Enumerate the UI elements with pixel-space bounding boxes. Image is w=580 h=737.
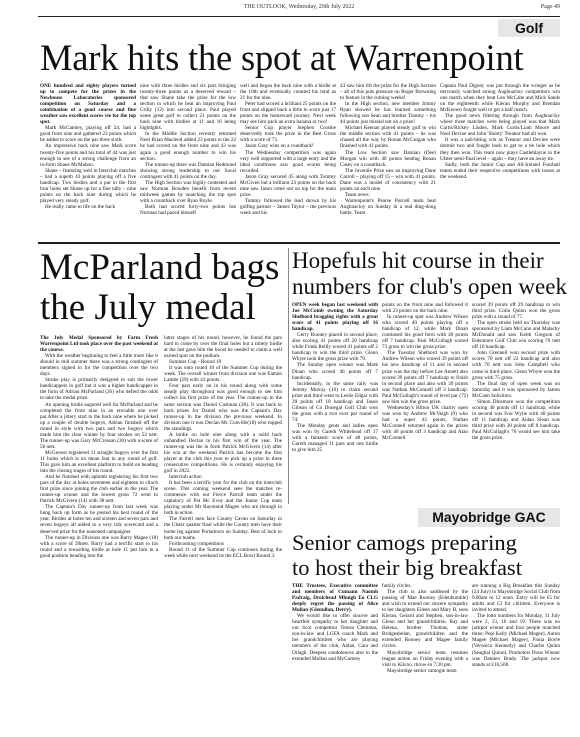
paragraph: John Grennell won second prize with scores 70 nett off 22 handicap and also with 70 nett was John Campbell who came in third place. Glenn Whyte won the gross with 75 gross. — [472, 350, 560, 381]
paragraph: OPEN week began last weekend with Joe McComb owning the Saturday Shelbord bragging rights with a great score of 41 points playing off 16 handicap. — [292, 302, 378, 333]
paragraph: Mark McCamley, playing off 24, had a good front nine and gathered 23 points which he added to score on the par three sixth. — [40, 125, 136, 144]
paragraph: Round 11 of the Summer Cup continues during the week while next weekend its the ECL Bowl Round 3. — [164, 546, 282, 559]
mayobridge-column-3 — [472, 583, 560, 737]
paragraph: well and began the back nine with a birdie at the 10th and eventually counted his total as 21 for the nine. — [240, 83, 336, 102]
paragraph: The runner-up there was Damian Redmond showing strong leadership to our Saval contingent with 41 points on the day. — [140, 161, 236, 180]
section-tab-golf: Golf — [498, 19, 560, 37]
headline-line: McParland bags — [40, 247, 280, 288]
paragraph: The Farrell men face County Cavan on Saturday in the Ulster quarter final while the County men have their home leg against Portadown on Sunday. Best of luck to both our teams. — [164, 516, 282, 541]
paragraph: The High Section was highly contested and saw Norman Bowden benefit from recent midweek games by snatching the top spot with a countback over Ryan Boyle. — [140, 179, 236, 204]
paragraph: Jason Gray wins on a countback! — [245, 143, 314, 150]
headline-openweek — [292, 248, 567, 300]
page-number: Page 49 — [540, 4, 560, 10]
paragraph: Mayobridge senior team resumes league action on Friday evening with a visit to Kilcoo, throw-in 7:30 pm. — [382, 649, 468, 668]
paragraph: The good news filtering through from Aughnacloy where three matches were being played was that Mark Curtis/Rickey Linden, Mark Curtis/Liam Moore and Noel Devine and John 'Shorty' Treanor had all won. — [440, 113, 560, 138]
paragraph: 43 saw him lift the prize for the High Section – all of this puts pressure on Roger Browning to feature in the coming weeks! — [340, 83, 436, 102]
paragraph: Both had scored forty-two points but Norman had paced himself — [140, 203, 236, 216]
paragraph: In the Middle Section recently returned Noel Brian Macleod added 23 points to the 22 he had scored on the front nine and 43 was again a good enough number to win his section. — [140, 131, 236, 162]
paragraph: are running a Big Breakfast this Sunday (24 July) in Mayobridge Social Club from 9.00am to 12 noon. Entry will be £5 for adults and £3 for children. Everyone is invited to attend. — [472, 583, 560, 614]
golf-column-2 — [140, 83, 236, 239]
header-rule — [38, 16, 560, 17]
paragraph: Interclub action — [169, 474, 202, 481]
paragraph: The Low Section saw Damian (Dee) Morgan win with 40 points beating Ronan Casey on a countback. — [340, 149, 436, 168]
paragraph: The Juvenile Prize saw an improving Dane Carroll – playing off 15 – win with 41 points. Dane was a model of consistency with 21 points on each nine. — [340, 167, 436, 192]
paragraph: We would like to offer sincere and heartfelt sympathy to her daughter and our Scór competitor Teresa Clemmas, son-in-law and LGFA coach Mark and her grandchildren who are playing members of the club, Aidan, Cara and Orlagh. Deepest condolences also to the extended Mullan and McCartney — [292, 613, 378, 662]
paragraph: Captain Paul Digney was put through the wringer as he nervously watched strong Aughnacloy competitors win one match when they beat Leo McCabe and Mick Sands on the eighteenth while Kieran Murphy and Brendan McKeown fought well to get a half match. — [440, 83, 560, 114]
paragraph: It was onto round 10 of the Summer Cup during the week. The overall winner from division one was Eamon Lambe (29) with 43 points. — [164, 365, 282, 384]
golf-column-5 — [440, 83, 560, 239]
paragraph: The open stroke held on Thursday was sponsored by Liam McCann and Malachy McDonald and saw Keith Gregson of Edenmore Golf Club win scoring 70 nett off 10 handicap. — [472, 320, 560, 351]
headline-line: numbers for club's open week — [292, 274, 567, 299]
paragraph: A birdie on hole nine along with a solid back unhandled Declan to his first win of the year. The runner-up was the in form Patrick McGivern (14) after his win at the weekend Patrick has become the first player at the club this year to pick up a prize in three consecutive competitions. He is certainly enjoying his golf in 2022. — [164, 431, 282, 475]
paragraph: points on the front nine and followed it with 23 points on the back nine. — [382, 302, 468, 315]
mayobridge-column-1 — [292, 583, 378, 737]
paragraph: Jason Gray secured 45 along with Tommy McGiven but a brilliant 23 points on the back nine saw Jason come out on top for the main prize. — [240, 173, 336, 198]
paragraph: In the High section, new member Jimmy Ryan showed he has learned something following son Sean and brother Tommy – his 44 points just missed out on a prize! — [340, 101, 436, 126]
paragraph: The runner-up in Division one was Barry Magee (18) with a score of 39nett. Barry had a terrific start to his round and a rewarding birdie at hole 11 put him in a good position heading into the — [40, 534, 158, 559]
paragraph: Four pars early on in his round along with some steady play throughout was good enough to see him collect his first prize of the year. The runner-up in the same section was Daniel Cushnan (28). It was back to back prizes for Daniel who was the Captain's Day runner-up in the division the previous weekend. In division one it was Declan Mc Conville(18) who topped the standings. — [164, 383, 282, 432]
paragraph: ONE hundred and eighty players turned up to compete for the prizes in the Newhouse Laboratories sponsored competition on Saturday and a combination of a good course and fine weather saw excellent scores vie for the top spot. — [40, 83, 136, 126]
openweek-column-2 — [382, 302, 468, 504]
headline-line: Hopefuls hit course in their — [292, 248, 544, 273]
paragraph: The Wednesday competition was again very well supported with a large entry and the ideal conditions saw good scores being recorded. — [240, 149, 336, 174]
headline-mayobridge — [292, 530, 522, 580]
paragraph: scored 39 points off 29 handicap to win third prize. Colin Quinn won the gross prize with a round of 77. — [472, 302, 560, 321]
golf-column-3 — [240, 83, 336, 239]
headline-line: the July medal — [40, 287, 256, 328]
paragraph: latter stages of his round, however, he found the pars hard to come by over the final holes but a timely birdie at the last gave him the boost he needed to claim a well earned spot on the podium. — [164, 335, 282, 360]
headline-line: to host their big breakfast — [292, 555, 522, 580]
paragraph: Mayobridge senior camogie team — [387, 667, 457, 674]
paragraph: family circles. — [382, 583, 412, 589]
divider-golf — [38, 242, 560, 244]
paragraph: With the weather beginning to feel a little more like it should in mid summer there was a strong contingent of members signed in for the competition over the two days. — [40, 353, 158, 378]
headline-mcparland — [40, 248, 279, 328]
running-header — [38, 3, 560, 15]
paragraph: Incidentally, in the same rally was Jeremy Murray (16) to claim second prize and third went to Leslie Edgar with 39 points off 10 handicap and Jason Gibson of Co Donegal Golf Club won the gross with a two over par round of 74. — [292, 380, 378, 423]
paragraph: The Sunday open winner was Mark Dinan who scored 40 points off 7 handicap. — [292, 362, 378, 381]
paragraph: And he finished with aplomb registering his first two pars of the day at holes seventeen and eighteen to clinch first prize since joining the club earlier in the year. The runner-up winner and the lowest gross 72 went to Patrick McGivern (14) with 38 nett. — [40, 474, 158, 505]
golf-column-4 — [340, 83, 436, 239]
paragraph: It has been a terrific year for the club on the interclub scene. This coming weekend sees the matches re-commence with our Fierce Parroll team under the captaincy of Pat Mc Evoy and the Junior Cup team playing under Mr Raymond Magee who are through in both in action. — [164, 480, 282, 517]
paragraph: Tommy followed the lead shown by his golfing partner – James Taylor – the previous week and his — [240, 197, 336, 216]
paragraph: The lotto numbers for Monday, 11 July were 2, 13, 16 and 19. There was no jackpot winner and four people matched three; Pepi Kelly (Michael Magee), Aaron Magee (Michael Magee), Fiona Boyle (Veronica Kennedy) and Charlie Quinn (Seaghal Quinn). Promoters Draw Winner was Damien Brady. The jackpot now stands at £10,500. — [472, 613, 560, 668]
openweek-column-3 — [472, 302, 560, 504]
paragraph: An opening birdie augured well for McParland and he completed the front nine in an enviable one over par.After a jittery start to the back nine where he picked up a couple of double bogeys, Adrian finished off the round in style with two pars and two bogeys which made him the clear winner by four strokes on 52 nett. The runner-up was Gary McCrossan (30) with a score of 56 nett. — [40, 401, 158, 450]
headline-golf: Mark hits the spot at Warrenpoint — [40, 37, 524, 78]
paragraph: McGeown registered 11 straight bogeys over the first 11 holes which is no mean feat in any round of golf. This gave him an excellent platform to build on heading into the closing stages of his round. — [40, 449, 158, 475]
paragraph: THE Trustees, Executive committee and members of Cumann Naomh Padraig, Droichead Mhuigh Eo CLG deeply regret the passing of Alice Mullan (Glenullan, Derry). — [292, 583, 378, 614]
paragraph: The club is also saddened by the passing of Mae Rooney (Edenbumble) and wish to extend our sincere sympathy to her daughters Eileen and Mary B, sons Kieran, Gerard and Stephen, son-in-law Glenn and her grandchildren. Ray and Helena, brother Thomas, sister Bridgeabelan, grandchildren and the extended Rooney and Magee family circles. — [382, 589, 468, 650]
paragraph: Forthcoming competitions — [169, 540, 224, 547]
paragraph: Gerry Rooney placed in second place, also scoring 41 points off 20 handicap while Frank Reilly scored 41 points off 2 handicap to win the third prize. Glenn Whyte took the gross prize with 79. — [292, 332, 378, 363]
paragraph: Stroke play is primarily designed to suit the lower handicappers in golf but it was a higher handicapper in the form of Adrian McParland (26) who defied the odds to take the medal prize. — [40, 377, 158, 402]
paragraph: nine with three birdies and six pars bringing twenty-three points as a deserved reward – that saw Shane take the prize for the low section in which he beat an improving Paul Crilly (12) into second place. Paul played some great golf to collect 21 points on the back nine with birdies at 11 and 16 being highlights. — [140, 83, 236, 132]
masthead: THE OUTLOOK, Wednesday, 20th July 2022 — [243, 4, 355, 10]
golf-column-1 — [40, 83, 136, 239]
paragraph: Warrenpoint's Pearse Purcell team beat Aughnacloy on Sunday in a real ding-dong battle. Team — [340, 197, 436, 216]
mcparland-column-1 — [40, 335, 158, 737]
paragraph: Peter had scored a brilliant 25 points on the front and slipped back a little to score just 17 points on the homeward journey. Next week may see him pack an extra banana or two! — [240, 101, 336, 126]
paragraph: The July Medal Sponsored by Farm Fresh Warrenpoint Ltd took place over the past weekend at the course. — [40, 335, 158, 354]
paragraph: Sadly, both the Junior Cup and All-Ireland Fourball teams ended their respective competitions with losses at the weekend. — [440, 161, 560, 180]
paragraph: Summer Cup - Round 10 — [169, 359, 222, 366]
paragraph: The Monday gents and ladies open was won by Gareth Whitehead off 17 with a fantastic score of 48 points, Gareth managed 11 pars and one birdie to give him 25 — [292, 422, 378, 454]
paragraph: In runner-up spot was Andrew Wilson who scored 40 points playing off a handicap of 12, while Mark Dinan continued his good form with 40 points off 7 handicap. Paul McCullagh scored 73 gross to win the gross prize. — [382, 314, 468, 351]
paragraph: Wednesday's Hilton UK charity open was won by Andrew McVeigh (9) who had a super 43 points, Nathan McConnell returned again in the prizes with 40 points off 3 handicap and Alan McConnell — [382, 404, 468, 442]
paragraph: Shane – featuring well in Interclub matches – had a superb 43 points playing off a five handicap. Two birdies and a par in the first four holes set Shane up for a fine tally – nine points on the back nine during which he played very steady golf. — [40, 167, 136, 204]
paragraph: He really came to life on the back — [45, 203, 116, 210]
mcparland-column-2 — [164, 335, 282, 737]
paragraph: Michael Keenan played steady golf to win the middle section with 41 points – he was chased all the way by Ronan McGuigan who finished with 41 points. — [340, 125, 436, 150]
paragraph: Team news: — [345, 191, 370, 198]
paragraph: The Captain's Day runner-up from last week was hung back up form as he posted his best round of the year. Birdies at holes ten and sixteen and seven pars and seven bogeys all added to a very tidy scorecard and a deserved prize for the seasoned campaigner. — [40, 504, 158, 535]
column-divider — [288, 248, 289, 504]
paragraph: The Tuesday Shelbord was won by Andrew Wilson who scored 39 points off his new handicap of 11 and in second prize was the day before Lee Annett also scored 39 points off 7 handicap to finish in second place and also with 39 points was Nathan McConnell off 3 handicap. Paul McCullagh's round of level par (72) saw him win the gross prize. — [382, 350, 468, 405]
section-tab-mayobridge: Mayobridge GAC — [418, 508, 560, 527]
paragraph: It was a nail-biting win as Treanor and Devine were dormie two and fought back to get to a tie hole which they then won. This team now plays Castleblayne in the Ulster semi-final level – again – they have an away tie. — [440, 137, 560, 162]
openweek-column-1 — [292, 302, 378, 504]
paragraph: Simon Dinsmore won the competition scoring 40 points off 11 handicap, while in second was Ivor Wylie with 40 points off 11 handicap and Aidan Sloan was third prize with 38 points off 8 handicap. Paul McCullagh's 76 would see him take the gross prize. — [472, 398, 560, 442]
paragraph: Senior Cup player Stephen Crosbie deservedly took the prize in the Best Gross with a score of 71. — [240, 125, 336, 144]
mayobridge-column-2 — [382, 583, 468, 737]
paragraph: The final day of open week was on Saturday and it was sponsored by James McCann Solicitors. — [472, 380, 560, 399]
paragraph: An impressive back nine saw Mark score twenty-five points and his total of 44 was just enough to see of a strong challenge from an in-form Shane McMahon. — [40, 143, 136, 168]
headline-line: Senior camogs preparing — [292, 530, 517, 555]
